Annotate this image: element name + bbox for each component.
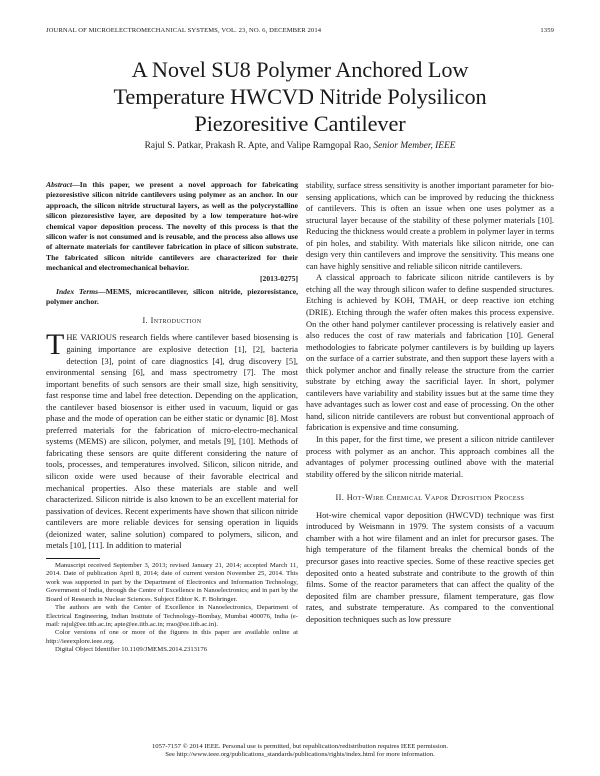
author-membership: Senior Member, IEEE [373,141,456,151]
abstract-code: [2013-0275] [260,273,298,283]
abstract-text: —In this paper, we present a novel approach for fabricating piezoresistive silicon nitride cantilevers using polymer as an anchor. In our approach, the silicon nitride structural layers, as well as the polycrystalline silicon piezoresistive layer, are deposited by a low temperature hot-wire chemical vapor deposition process. The novelty of this process is that the silicon wafer is not consumed and is reusable, and the process also allows use of alternate materials for cantilever fabrication in place of silicon substrate. The fabricated silicon nitride cantilevers are characterized for their mechanical and electromechanical behavior. [46,180,298,273]
footnote-manuscript: Manuscript received September 3, 2013; revised January 21, 2014; accepted March 11, 2014. Date of publication April 8, 2014; date of current version November 25, 2014. This work was supported in part by the Department of Electronics and Information Technology, Government of India, through the Centre of Excellence in Nanoelectronics; and in part by the Board of Research in Nuclear Sciences. Subject Editor K. F. Bohringer. [46,561,298,603]
title-line-3: Piezoresitive Cantilever [194,111,406,136]
hwcvd-paragraph-1: Hot-wire chemical vapor deposition (HWCVD) technique was first introduced by Weismann in 1979. The system consists of a vacuum chamber with a hot wire filament and an inlet for precursor gases. The high temperature of the filament breaks the chemical bonds of the precursor gases into reactive species. Some of these reactive species get deposited onto a heated substrate and contribute to the growth of thin films. Some of the reactor parameters that can affect the quality of the deposited film are chamber pressure, filament temperature, gas flow rates, and substrate temperature. As compared to the conventional deposition techniques such as low pressure [306,509,554,624]
footnote-color: Color versions of one or more of the figures in this paper are available online at http://ieeexplore.ieee.org. [46,629,298,645]
author-names: Rajul S. Patkar, Prakash R. Apte, and Valipe Ramgopal Rao, [144,141,372,151]
paper-title [40,56,560,137]
section-numeral: II. [335,493,345,503]
section-numeral: I. [142,315,149,325]
index-terms-text: —MEMS, microcantilever, silicon nitride, piezoresistance, polymer anchor. [46,287,298,307]
footnote-doi: Digital Object Identifier 10.1109/JMEMS.2014.2313176 [55,646,208,654]
footnote-divider [46,558,100,559]
section-title: Hot-Wire Chemical Vapor Deposition Process [346,493,525,503]
copyright-line: 1057-7157 © 2014 IEEE. Personal use is permitted, but republication/redistribution requires IEEE permission. [151,743,449,750]
index-terms-label: Index Terms [56,287,99,297]
intro-paragraph-1-text: research fields where cantilever based biosensing is gaining importance are explosive detection [1], [2], bacteria detection [3], point of care diagnostics [4], drug discovery [5], environmental sensing [6], and mass spectrometry [7]. The most important benefits of such sensors are their small size, high sensitivity, fast response time and label free detection. Depending on the application, the cantilever based biosensor is either used in vacuum, liquid or gas phase and the mode of operation can be either static or dynamic [8]. Most preferred materials for the fabrication of micro-electro-mechanical systems (MEMS) are silicon, polymer, and metals [9], [10]. Methods of fabricating these sensors are quite different considering the nature of tools, processes, and temperatures involved. Silicon, silicon nitride, and silicon oxide were used because of their favorable electrical and mechanical properties. Also these materials are stable and well characterized. Silicon nitride is also known to be an excellent material for passivation of devices. Recent experiments have shown that silicon nitride cantilevers are more reliable devices for sensing operation in liquids (deionized water, saline solution) compared to polymers, silicon, and metals [10], [11]. In addition to material [46,332,298,551]
running-head [46,27,554,39]
intro-paragraph-3: In this paper, for the first time, we present a silicon nitride cantilever process with polymer as an anchor. This approach combines all the advantages of polymer processing outlined above with the material stability offered by the silicon nitride material. [306,434,554,479]
title-line-2: Temperature HWCVD Nitride Polysilicon [113,84,487,109]
footnote-affiliation: The authors are with the Center of Excellence in Nanoelectronics, Department of Electrical Engineering, Indian Institute of Technology–Bombay, Mumbai 400076, India (e-mail: rajul@ee.iitb.ac.in; apte@ee.iitb.ac.in; rrao@ee.iitb.ac.in). [46,604,298,628]
footnotes [46,558,298,655]
intro-lead-words: HE VARIOUS [66,332,117,343]
abstract-label: Abstract [46,180,73,189]
title-line-1: A Novel SU8 Polymer Anchored Low [131,57,469,82]
section-heading-introduction [46,315,298,327]
section-heading-hwcvd [306,492,554,504]
copyright-footer [40,743,560,760]
intro-paragraph-1 [46,328,298,551]
intro-paragraph-1-continued: stability, surface stress sensitivity is another important parameter for bio-sensing applications, which can be improved by reducing the thickness of cantilevers. This is often an issue when one uses polymer as a structural layer because of the stability of these polymer materials [10]. Reducing the thickness would create a problem in polymer layer in terms of pin holes, and stability. With materials like silicon nitride, one can design very thin cantilevers and improve the sensitivity. This means one can have highly sensitive and reliable silicon nitride cantilevers. [306,180,554,271]
author-line [40,141,560,151]
right-column [306,180,554,625]
index-terms [46,287,298,308]
left-column [46,180,298,655]
drop-cap: T [46,328,65,362]
intro-paragraph-2: A classical approach to fabricate silicon nitride cantilevers is by etching all the way through silicon wafer to define suspended structures. Etching is achieved by KOH, TMAH, or deep reactive ion etching (DRIE). Etching through the wafer often makes this process expensive. On the other hand polymer cantilever processing is relatively easier and also reduces the cost of raw materials and fabrication [10]. General methodologies to fabricate polymer cantilevers is by building up layers on the surface of a carrier substrate, and then support these layers with a thick polymer anchor and finally release the structure from the carrier substrate by etching away the sacrificial layer. In short, polymer cantilevers have variability and stability issues but at the same time they have advantages such as lower cost and ease of processing. On the other hand, silicon nitride cantilevers are robust but conventional approach of fabrication is expensive and time consuming. [306,272,554,433]
section-title: Introduction [150,315,202,325]
rights-link-line: See http://www.ieee.org/publications_standards/publications/rights/index.html for more information. [165,751,435,759]
abstract [46,180,298,284]
page-number: 1359 [540,27,554,34]
journal-name: JOURNAL OF MICROELECTROMECHANICAL SYSTEMS, VOL. 23, NO. 6, DECEMBER 2014 [46,27,322,34]
